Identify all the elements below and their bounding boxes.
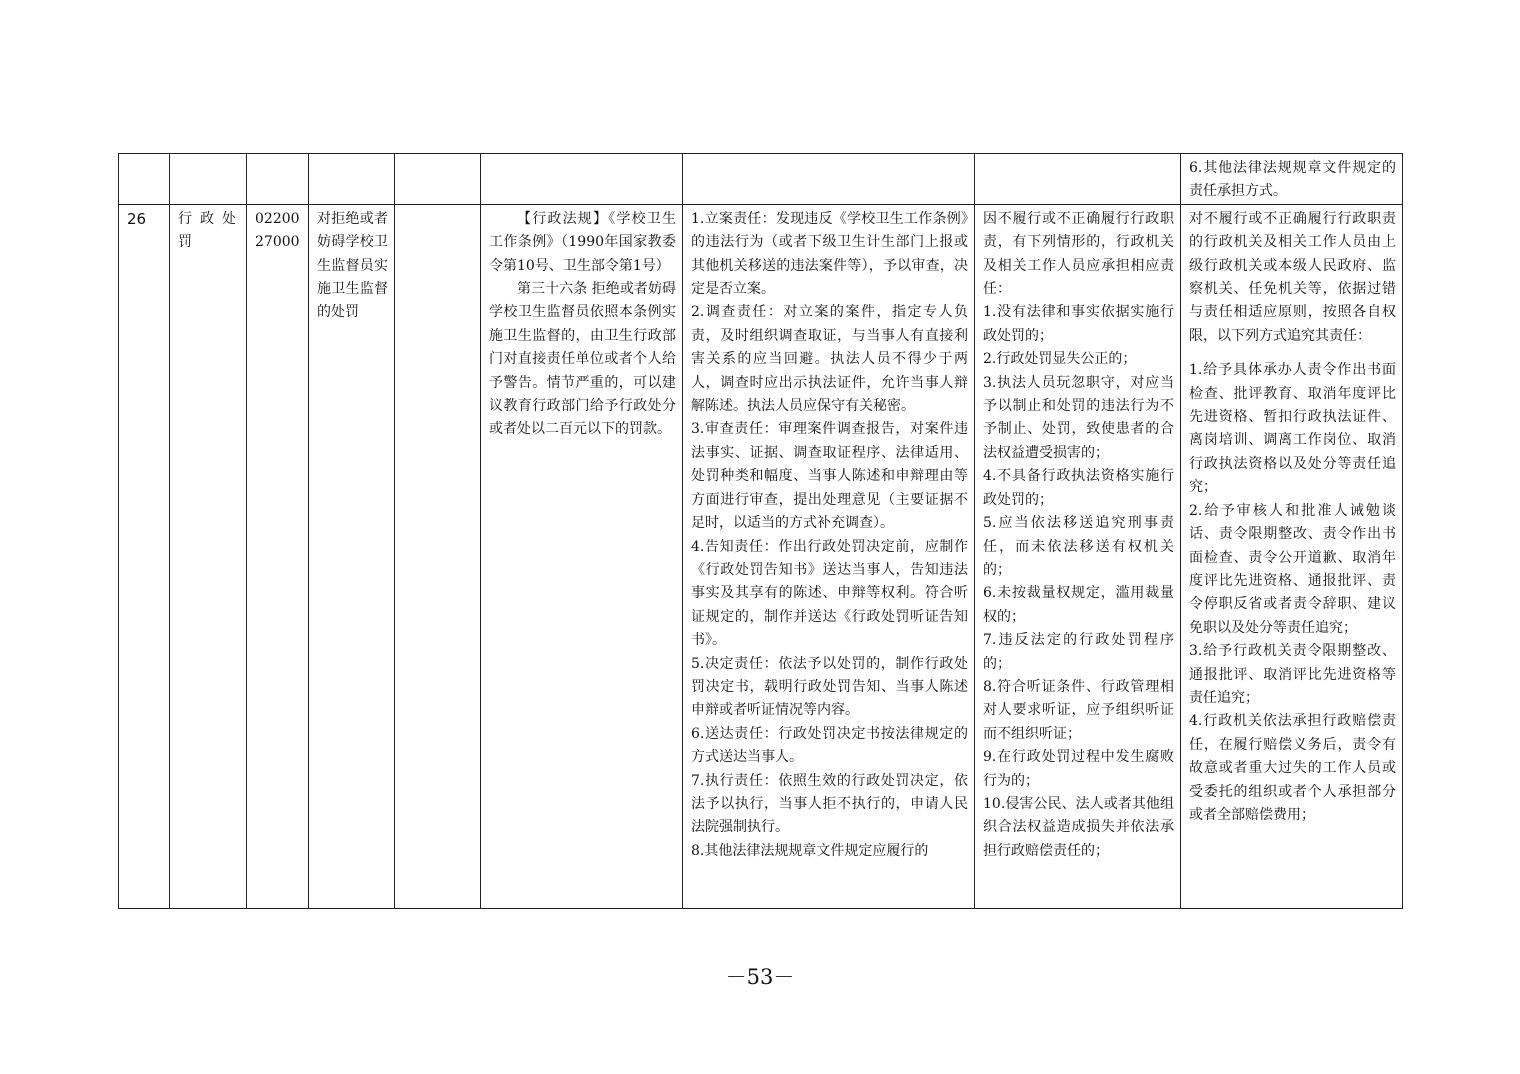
responsibility-table [118, 153, 1403, 909]
accountability-case: 因不履行或不正确履行行政职责，有下列情形的，行政机关及相关工作人员应承担相应责任： [983, 210, 1174, 298]
accountability-case: 4.不具备行政执法资格实施行政处罚的； [983, 468, 1174, 508]
cell-empty [683, 154, 975, 205]
responsibility-item: 4.告知责任：作出行政处罚决定前，应制作《行政处罚告知书》送达当事人，告知违法事实及其享有的陈述、申辩等权利。符合听证规定的，制作并送达《行政处罚听证告知书》。 [691, 538, 968, 649]
cell-empty [170, 154, 247, 205]
category-text: 行政处罚 [178, 210, 240, 251]
cell-empty [975, 154, 1181, 205]
page-number: －53－ [725, 965, 795, 989]
cell-empty [395, 154, 481, 205]
accountability-case: 9.在行政处罚过程中发生腐败行为的； [983, 749, 1174, 789]
accountability-method: 1.给予具体承办人责令作出书面检查、批评教育、取消年度评比先进资格、暂扣行政执法证件、离岗培训、调离工作岗位、取消行政执法资格以及处分等责任追究； [1189, 362, 1396, 496]
cell-legal-basis [481, 204, 683, 908]
cell-number [119, 204, 170, 908]
accountability-case: 8.符合听证条件、行政管理相对人要求听证，应予组织听证而不组织听证； [983, 678, 1174, 742]
responsibility-item: 8.其他法律法规规章文件规定应履行的 [691, 842, 929, 859]
basis-source: 【行政法规】《学校卫生工作条例》（1990年国家教委令第10号、卫生部令第1号） [489, 210, 676, 274]
accountability-method: 4.行政机关依法承担行政赔偿责任，在履行赔偿义务后，责令有故意或者重大过失的工作人员或受委托的组织或者个人承担部分或者全部赔偿费用； [1189, 713, 1396, 823]
cell-category [170, 204, 247, 908]
continued-row [119, 154, 1403, 205]
item-name: 对拒绝或者妨碍学校卫生监督员实施卫生监督的处罚 [317, 210, 388, 321]
responsibility-item: 7.执行责任：依照生效的行政处罚决定，依法予以执行，当事人拒不执行的，申请人民法院强制执行。 [691, 772, 968, 836]
responsibility-item: 2.调查责任：对立案的案件，指定专人负责，及时组织调查取证，与当事人有直接利害关系的应当回避。执法人员不得少于两人，调查时应出示执法证件，允许当事人辩解陈述。执法人员应保守有关秘密。 [691, 304, 968, 415]
cell-empty [481, 154, 683, 205]
cell-item-name [309, 204, 395, 908]
responsibility-item: 3.审查责任：审理案件调查报告，对案件违法事实、证据、调查取证程序、法律适用、处罚种类和幅度、当事人陈述和申辩理由等方面进行审查，提出处理意见（主要证据不足时，以适当的方式补充调查）。 [691, 421, 968, 532]
cell-accountability-methods [1181, 204, 1403, 908]
accountability-case: 2.行政处罚显失公正的； [983, 351, 1137, 368]
item-code: 0220027000 [255, 210, 300, 251]
accountability-case: 5.应当依法移送追究刑事责任，而未依法移送有权机关的； [983, 515, 1174, 578]
accountability-intro: 对不履行或不正确履行行政职责的行政机关及相关工作人员由上级行政机关或本级人民政府、监察机关、任免机关等，依据过错与责任相适应原则，按照各自权限，以下列方式追究其责任： [1189, 210, 1396, 344]
cell-empty [247, 154, 309, 205]
accountability-method: 3.给予行政机关责令限期整改、通报批评、取消评比先进资格等责任追究； [1189, 643, 1396, 706]
cell-responsibilities [683, 204, 975, 908]
row-number: 26 [127, 209, 147, 228]
cell-empty [119, 154, 170, 205]
responsibility-item: 6.送达责任：行政处罚决定书按法律规定的方式送达当事人。 [691, 725, 968, 766]
table-row [119, 204, 1403, 908]
accountability-case: 6.未按裁量权规定，滥用裁量权的； [983, 585, 1174, 625]
cell-subitem [395, 204, 481, 908]
accountability-method: 2.给予审核人和批准人诫勉谈话、责令限期整改、责令作出书面检查、责令公开道歉、取消年度评比先进资格、通报批评、责令停职反省或者责令辞职、建议免职以及处分等责任追究； [1189, 502, 1396, 636]
cell-empty [309, 154, 395, 205]
accountability-case: 3.执法人员玩忽职守，对应当予以制止和处罚的违法行为不予制止、处罚，致使患者的合法权益遭受损害的； [983, 374, 1174, 461]
cell-code [247, 204, 309, 908]
responsibility-item: 5.决定责任：依法予以处罚的，制作行政处罚决定书，载明行政处罚告知、当事人陈述申辩或者听证情况等内容。 [691, 655, 968, 719]
cell-accountability-cases [975, 204, 1181, 908]
text-line: 6.其他法律法规规章文件规定的责任承担方式。 [1189, 160, 1396, 200]
cell-accountability-methods-continued [1181, 154, 1403, 205]
basis-article: 第三十六条 拒绝或者妨碍学校卫生监督员依照本条例实施卫生监督的，由卫生行政部门对直接责任单位或者个人给予警告。情节严重的，可以建议教育行政部门给予行政处分或者处以二百元以下的罚款。 [489, 281, 676, 438]
accountability-case: 1.没有法律和事实依据实施行政处罚的； [983, 304, 1174, 344]
accountability-case: 7.违反法定的行政处罚程序的； [983, 632, 1174, 672]
accountability-case: 10.侵害公民、法人或者其他组织合法权益造成损失并依法承担行政赔偿责任的； [983, 795, 1174, 859]
spacer [1189, 348, 1396, 359]
responsibility-item: 1.立案责任：发现违反《学校卫生工作条例》的违法行为（或者下级卫生计生部门上报或其他机关移送的违法案件等），予以审查，决定是否立案。 [691, 210, 968, 298]
